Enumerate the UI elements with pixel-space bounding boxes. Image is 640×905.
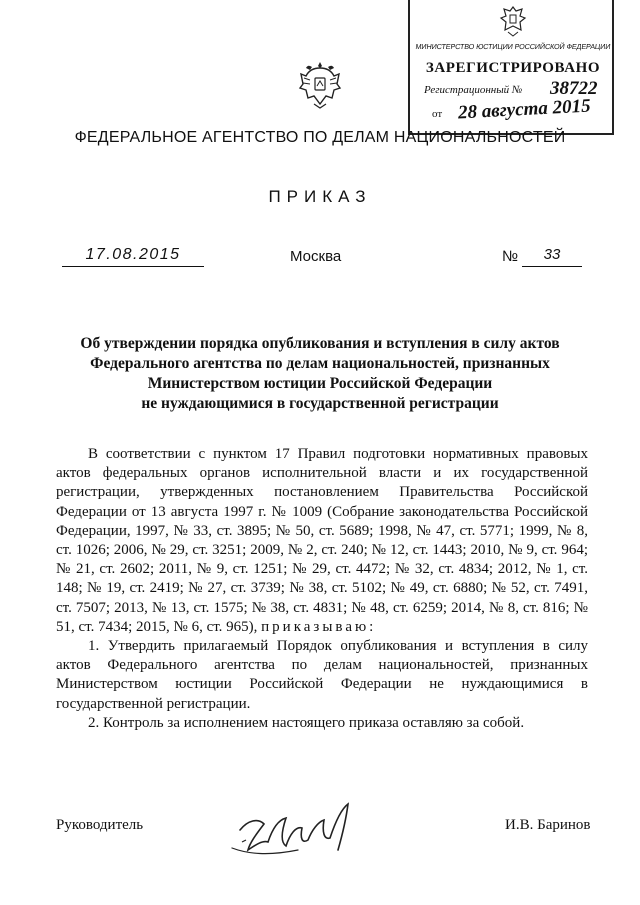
order-number-label: № bbox=[502, 248, 519, 265]
intro-paragraph bbox=[56, 445, 588, 637]
signer-role: Руководитель bbox=[56, 817, 144, 833]
stamp-ministry: МИНИСТЕРСТВО ЮСТИЦИИ РОССИЙСКОЙ ФЕДЕРАЦИИ bbox=[414, 42, 612, 51]
stamp-emblem-icon bbox=[498, 4, 528, 38]
item-2: 2. Контроль за исполнением настоящего приказа оставляю за собой. bbox=[88, 714, 525, 731]
order-word: приказываю: bbox=[261, 618, 377, 635]
heading-line: не нуждающимися в государственной регистрации bbox=[141, 395, 499, 412]
document-heading bbox=[40, 334, 600, 414]
coat-of-arms-icon bbox=[298, 58, 342, 112]
agency-name: ФЕДЕРАЛЬНОЕ АГЕНТСТВО ПО ДЕЛАМ НАЦИОНАЛЬНОСТЕЙ bbox=[74, 129, 566, 146]
intro-text: В соответствии с пунктом 17 Правил подготовки нормативных правовых актов федеральных органов исполнительной власти и их государственной регистрации, утвержденных постановлением Правительства Российской Федерации от 13 августа 1997 г. № 1009 (Собрание законодательства Российской Федерации, 1997, № 33, ст. 3895; № 50, ст. 5689; 1998, № 47, ст. 5771; 1999, № 8, ст. 1026; 2006, № 29, ст. 3251; 2009, № 2, ст. 240; № 12, ст. 1443; 2010, № 9, ст. 964; № 21, ст. 2602; 2011, № 9, ст. 1251; № 29, ст. 4472; № 32, ст. 4834; 2012, № 1, ст. 148; № 19, ст. 2419; № 27, ст. 3739; № 38, ст. 5102; № 49, ст. 6880; № 52, ст. 7491, ст. 7507; 2013, № 13, ст. 1575; № 38, ст. 4831; № 48, ст. 6259; 2014, № 8, ст. 816; № 51, ст. 7434; 2015, № 6, ст. 965), bbox=[56, 446, 588, 635]
stamp-status: ЗАРЕГИСТРИРОВАНО bbox=[425, 60, 601, 76]
heading-line: Министерством юстиции Российской Федерации bbox=[147, 375, 493, 392]
document-type: ПРИКАЗ bbox=[268, 187, 372, 206]
registration-stamp bbox=[408, 0, 614, 135]
order-number: 33 bbox=[522, 244, 582, 267]
signer-name: И.В. Баринов bbox=[505, 817, 591, 833]
stamp-reg-date: 28 августа 2015 bbox=[457, 95, 592, 124]
stamp-from-label: от bbox=[432, 108, 443, 120]
handwritten-signature bbox=[228, 790, 378, 870]
stamp-reg-label: Регистрационный № bbox=[424, 84, 523, 96]
heading-line: Об утверждении порядка опубликования и вступления в силу актов bbox=[80, 335, 560, 352]
item-1: 1. Утвердить прилагаемый Порядок опубликования и вступления в силу актов Федерального агентства по делам национальностей, признанных Министерством юстиции Российской Федерации не нуждающимися в государственной регистрации. bbox=[56, 638, 588, 712]
order-date: 17.08.2015 bbox=[62, 244, 204, 267]
document-body bbox=[56, 445, 588, 733]
stamp-reg-number: 38722 bbox=[550, 78, 598, 99]
order-city: Москва bbox=[290, 248, 342, 265]
heading-line: Федерального агентства по делам национальностей, признанных bbox=[90, 355, 550, 372]
